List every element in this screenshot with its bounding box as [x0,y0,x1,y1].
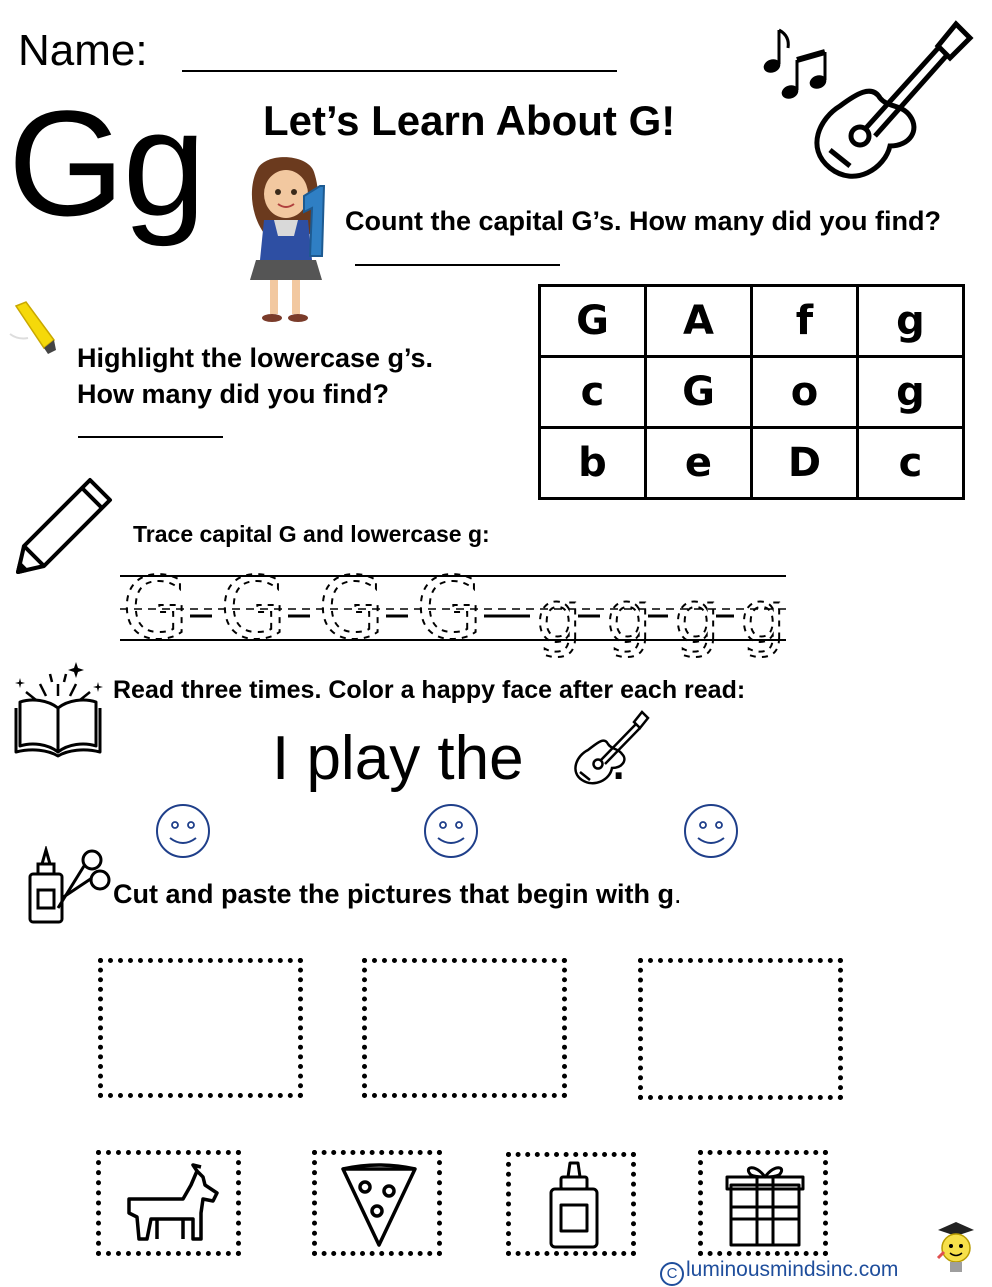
sentence [272,722,628,796]
grid-cell[interactable]: c [858,428,964,499]
trace-letter[interactable]: G [220,560,287,659]
goat-icon [121,1163,221,1247]
trace-writing-lines[interactable] [118,560,790,672]
copyright-footer [660,1258,898,1286]
read-instructions: Read three times. Color a happy face after each read: [113,676,746,704]
highlight-lowercase-question [77,340,433,412]
cut-picture-goat[interactable] [96,1150,241,1256]
paste-box-1[interactable] [98,958,303,1098]
trace-letter[interactable]: G [416,560,483,659]
trace-label: Trace capital G and lowercase g: [133,521,490,547]
highlighter-icon [8,300,68,360]
trace-letter[interactable]: g [674,575,720,659]
open-book-icon [8,656,108,760]
grid-cell[interactable]: c [540,357,646,428]
guitar-icon [568,710,650,788]
grid-cell[interactable]: f [752,286,858,357]
copyright-symbol: C [660,1262,684,1286]
grid-cell[interactable]: G [646,357,752,428]
paste-box-3[interactable] [638,958,843,1100]
grid-cell[interactable]: A [646,286,752,357]
big-letter-gg: Gg [8,79,205,247]
happy-face-1[interactable] [154,802,212,860]
trace-letter[interactable]: G [318,560,385,659]
gift-icon [725,1159,805,1249]
glue-icon [547,1159,601,1251]
pencil-icon [14,474,116,576]
grid-row [540,286,964,357]
trace-letter[interactable]: g [606,575,652,659]
girl-holding-number-icon [238,156,334,326]
name-input-line[interactable] [182,70,617,72]
cut-instructions-text: Cut and paste the pictures that begin with g [113,879,675,909]
glue-scissors-icon [22,846,112,926]
page-title: Let’s Learn About G! [263,97,676,144]
count-capital-question [345,203,955,275]
happy-face-3[interactable] [682,802,740,860]
cut-picture-glue[interactable] [506,1152,636,1256]
lightbulb-mascot-icon [930,1218,982,1282]
guitar-music-icon [760,18,975,188]
cut-picture-gift[interactable] [698,1150,828,1256]
cut-instructions [113,879,682,910]
letter-grid [538,284,965,500]
highlight-answer-line[interactable] [78,436,223,438]
grid-cell[interactable]: b [540,428,646,499]
name-label: Name: [18,26,148,75]
grid-cell[interactable]: o [752,357,858,428]
count-question-text: Count the capital G’s. How many did you find? [345,206,942,236]
cut-picture-pizza[interactable] [312,1150,442,1256]
count-answer-line[interactable] [355,244,560,266]
trace-letter[interactable]: g [536,575,582,659]
highlight-question-line2: How many did you find? [77,379,389,409]
grid-cell[interactable]: g [858,357,964,428]
paste-box-2[interactable] [362,958,567,1098]
trace-letter[interactable]: G [122,560,189,659]
grid-cell[interactable]: D [752,428,858,499]
grid-cell[interactable]: g [858,286,964,357]
grid-cell[interactable]: e [646,428,752,499]
grid-cell[interactable]: G [540,286,646,357]
sentence-text: I play the [272,724,524,793]
grid-row [540,357,964,428]
sentence-period: . [610,724,628,793]
pizza-icon [339,1161,419,1249]
footer-site-link[interactable]: luminousmindsinc.com [686,1258,899,1281]
highlight-question-line1: Highlight the lowercase g’s. [77,343,434,373]
trace-letter[interactable]: g [740,575,786,659]
cut-instructions-period: . [674,879,682,909]
grid-row [540,428,964,499]
happy-face-2[interactable] [422,802,480,860]
